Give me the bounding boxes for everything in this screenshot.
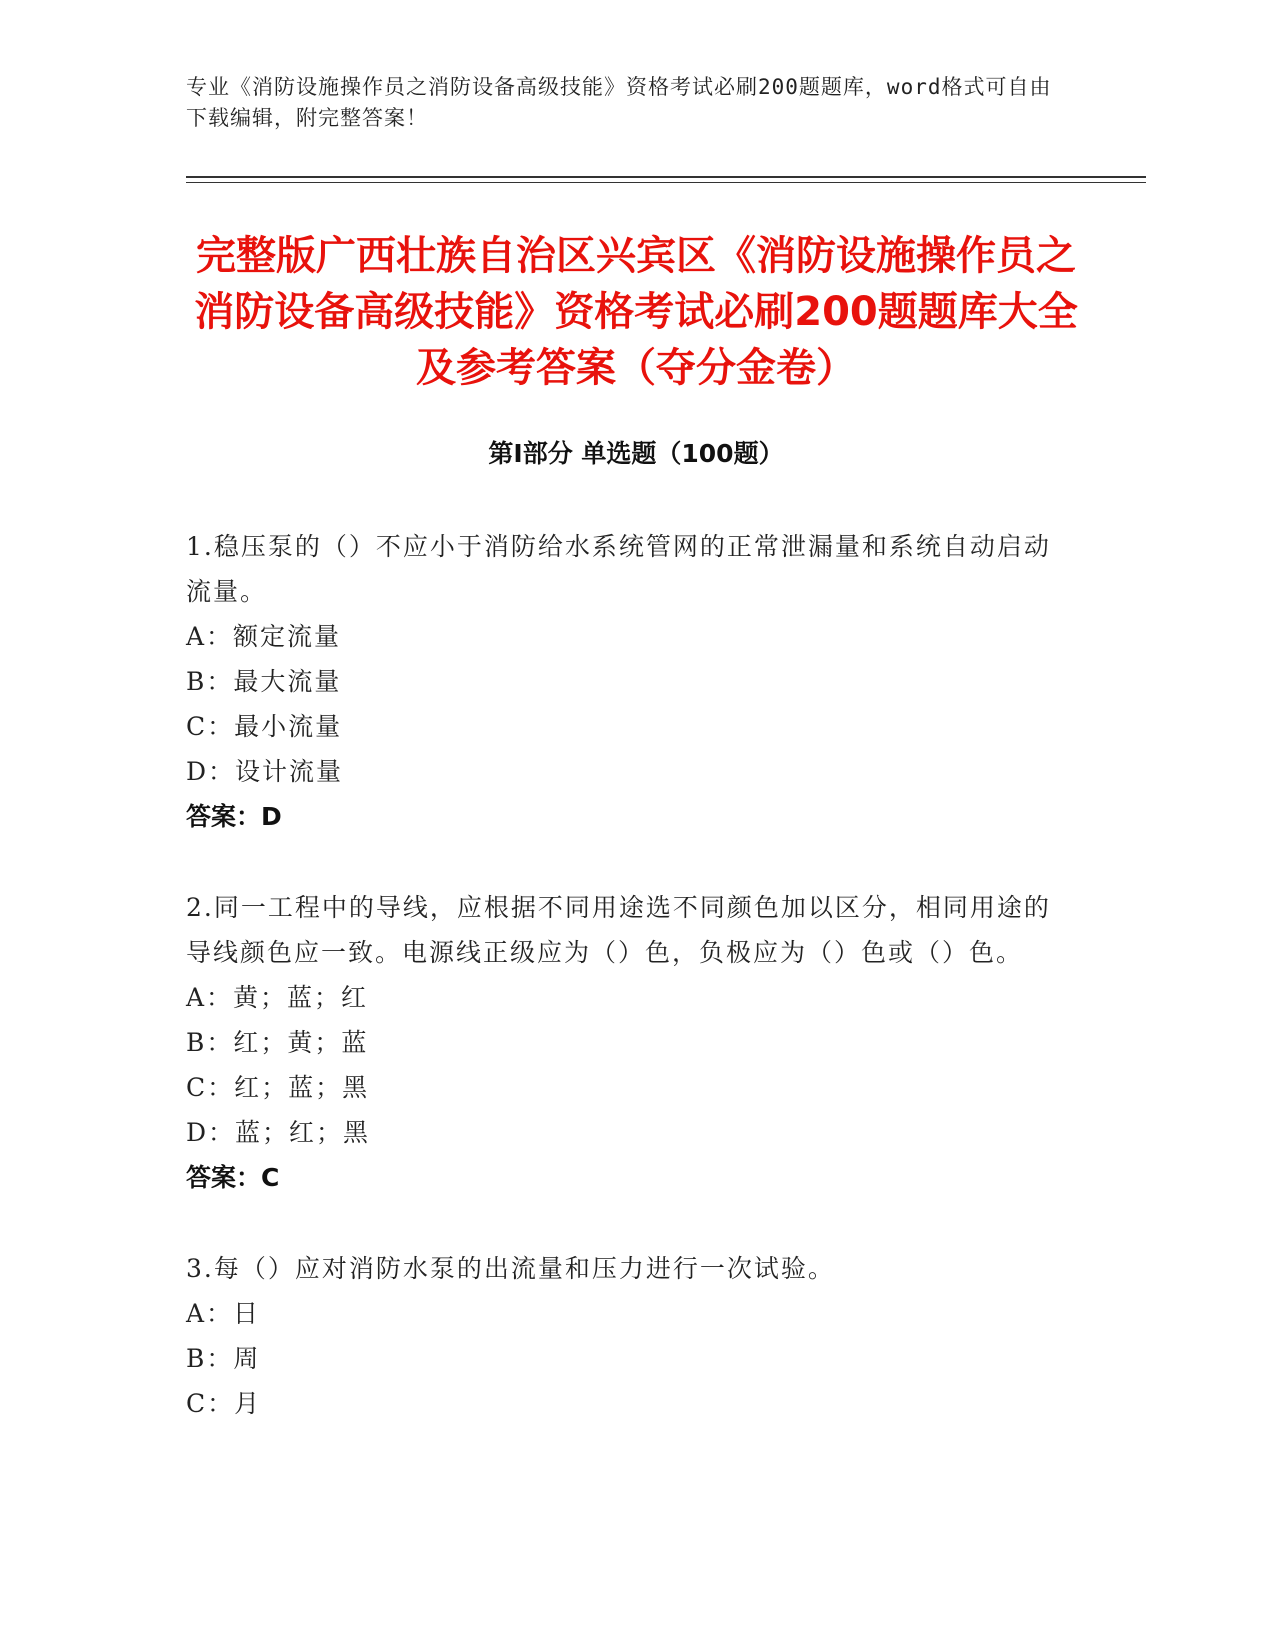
answer-option: D：蓝；红；黑	[186, 1118, 371, 1147]
answer-key: 答案：D	[186, 802, 282, 831]
question-list	[186, 524, 1066, 1472]
answer-option: C：月	[186, 1389, 262, 1418]
answer-option: B：周	[186, 1344, 261, 1373]
header-divider-thick	[186, 176, 1146, 178]
question-block	[186, 524, 1066, 839]
answer-option: D：设计流量	[186, 757, 344, 786]
answer-option: B：红；黄；蓝	[186, 1028, 369, 1057]
answer-option: A：黄；蓝；红	[186, 983, 369, 1012]
answer-option: B：最大流量	[186, 667, 342, 696]
answer-key: 答案：C	[186, 1163, 280, 1192]
answer-option: C：最小流量	[186, 712, 343, 741]
answer-option: A：额定流量	[186, 622, 342, 651]
section-title: 第Ⅰ部分 单选题（100题）	[488, 439, 784, 468]
answer-option: C：红；蓝；黑	[186, 1073, 370, 1102]
question-stem: 1.稳压泵的（）不应小于消防给水系统管网的正常泄漏量和系统自动启动流量。	[186, 532, 1051, 606]
question-stem: 3.每（）应对消防水泵的出流量和压力进行一次试验。	[186, 1254, 835, 1283]
answer-option: A：日	[186, 1299, 261, 1328]
question-block	[186, 1246, 1066, 1426]
question-stem: 2.同一工程中的导线，应根据不同用途选不同颜色加以区分，相同用途的导线颜色应一致。电源线正级应为（）色，负极应为（）色或（）色。	[186, 893, 1051, 967]
document-title: 完整版广西壮族自治区兴宾区《消防设施操作员之消防设备高级技能》资格考试必刷200题题库大全及参考答案（夺分金卷）	[194, 233, 1078, 391]
question-block	[186, 885, 1066, 1200]
header-divider-thin	[186, 182, 1146, 183]
header-note: 专业《消防设施操作员之消防设备高级技能》资格考试必刷200题题库，word格式可自由下载编辑，附完整答案！	[186, 75, 1052, 130]
